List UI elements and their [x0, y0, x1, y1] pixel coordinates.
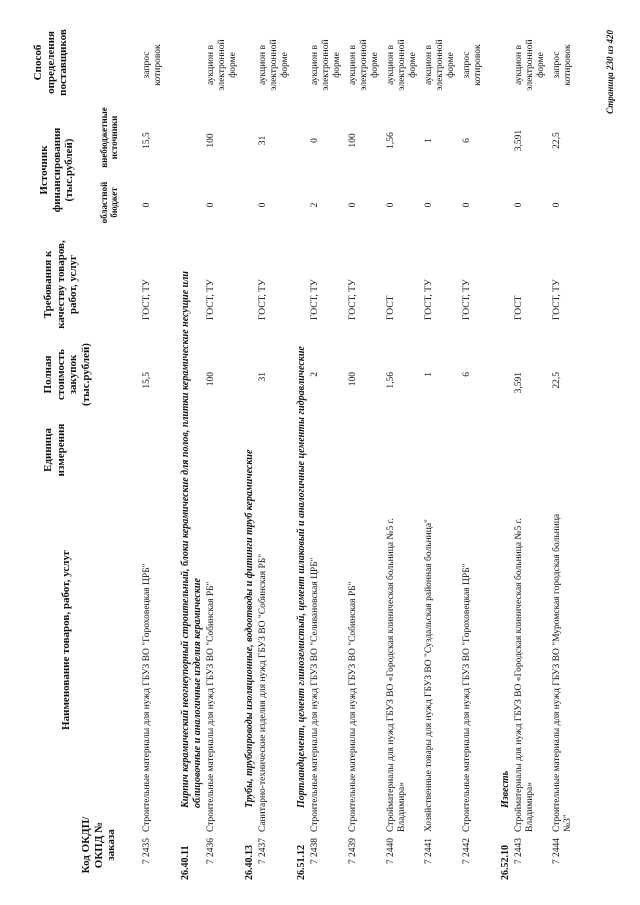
row-method: аукцион в электронной форме: [514, 39, 546, 91]
table-row: [258, 20, 298, 880]
row-name: Строительные материалы для нужд ГБУЗ ВО "Собинская РБ": [348, 581, 358, 832]
row-name: Стройматериалы для нужд ГБУЗ ВО «Городская клиническая больница №5 г. Владимира»: [514, 518, 535, 832]
row-requirements: ГОСТ, ТУ: [462, 279, 472, 320]
row-name: Строительные материалы для нужд ГБУЗ ВО "Селивановская ЦРБ": [310, 557, 320, 832]
row-extra: 31: [258, 135, 268, 146]
row-name: Санитарно-технические изделия для нужд ГБУЗ ВО "Собинская РБ": [258, 553, 268, 832]
row-extra: 6: [462, 138, 472, 143]
row-regional: 0: [552, 202, 562, 208]
row-method: аукцион в электронной форме: [424, 39, 456, 91]
row-extra: 1: [424, 138, 434, 143]
row-requirements: ГОСТ, ТУ: [552, 279, 562, 320]
row-regional: 0: [258, 202, 268, 208]
row-total: 6: [462, 372, 472, 377]
row-regional: 0: [462, 202, 472, 208]
row-requirements: ГОСТ, ТУ: [348, 279, 358, 320]
group-title: Портландцемент, цемент глиноземистый, цемент шлаковый и аналогичные цементы гидравлические: [296, 346, 307, 808]
row-regional: 0: [424, 202, 434, 208]
row-total: 100: [206, 372, 216, 387]
group-code: 26.40.13: [244, 845, 255, 880]
row-regional: 0: [206, 202, 216, 208]
row-code: 7 2442: [462, 838, 472, 865]
row-name: Строительные материалы для нужд ГБУЗ ВО "Собинская РБ": [206, 581, 216, 832]
row-total: 2: [310, 372, 320, 377]
row-requirements: ГОСТ: [514, 295, 524, 320]
row-name: Строительные материалы для нужд ГБУЗ ВО "Гороховецкая ЦРБ": [142, 563, 152, 832]
row-extra: 3,591: [514, 129, 524, 152]
row-method: аукцион в электронной форме: [310, 39, 342, 91]
header-source: Источник финансирования (тыс.рублей): [38, 127, 76, 213]
group-title: Кирпич керамический неогнеупорный строительный, блоки керамические для полов, плитки керамические несущие или облицовочные и аналогичные изделия керамические: [180, 271, 203, 808]
table-row: [386, 20, 426, 880]
row-requirements: ГОСТ, ТУ: [310, 279, 320, 320]
row-code: 7 2441: [424, 838, 434, 865]
row-total: 31: [258, 372, 268, 382]
header-method: Способ определения поставщиков: [32, 29, 70, 96]
row-code: 7 2439: [348, 838, 358, 865]
header-name: Наименование товаров, работ, услуг: [60, 550, 72, 730]
header-requirements: Требования к качеству товаров, работ, услуг: [42, 240, 80, 329]
document-table: [20, 20, 620, 880]
table-row: [142, 20, 182, 880]
row-regional: 2: [310, 202, 320, 208]
row-total: 22,5: [552, 372, 562, 389]
row-total: 100: [348, 372, 358, 387]
group-code: 26.40.11: [180, 845, 191, 880]
row-code: 7 2437: [258, 838, 268, 865]
table-row: [462, 20, 502, 880]
row-code: 7 2438: [310, 838, 320, 865]
row-total: 1: [424, 372, 434, 377]
row-method: запрос котировок: [552, 44, 573, 86]
table-row: [348, 20, 388, 880]
table-row: [514, 20, 554, 880]
page-number: Страница 230 из 420: [605, 30, 616, 114]
row-requirements: ГОСТ: [386, 295, 396, 320]
group-code: 26.52.10: [500, 845, 511, 880]
group-title: Известь: [500, 770, 511, 808]
header-code: Код ОКДП/ ОКПД № заказа: [80, 816, 118, 874]
table-row: [206, 20, 246, 880]
row-requirements: ГОСТ, ТУ: [142, 279, 152, 320]
row-name: Строительные материалы для нужд ГБУЗ ВО "Гороховецкая ЦРБ": [462, 563, 472, 832]
row-method: аукцион в электронной форме: [348, 39, 380, 91]
row-requirements: ГОСТ, ТУ: [424, 279, 434, 320]
row-extra: 100: [348, 133, 358, 148]
row-name: Стройматериалы для нужд ГБУЗ ВО «Городская клиническая больница №5 г. Владимира»: [386, 518, 407, 832]
row-method: аукцион в электронной форме: [206, 39, 238, 91]
row-method: аукцион в электронной форме: [386, 39, 418, 91]
header-unit: Единица измерения: [42, 423, 67, 477]
header-total: Полная стоимость закупок (тыс.рублей): [42, 343, 92, 406]
row-code: 7 2443: [514, 838, 524, 865]
row-total: 15,5: [142, 372, 152, 389]
row-extra: 15,5: [142, 132, 152, 149]
table-header: [20, 20, 140, 880]
row-regional: 0: [386, 202, 396, 208]
row-method: аукцион в электронной форме: [258, 39, 290, 91]
row-regional: 0: [514, 202, 524, 208]
table-row: [552, 20, 592, 880]
row-code: 7 2435: [142, 838, 152, 865]
row-regional: 0: [348, 202, 358, 208]
row-total: 1,56: [386, 372, 396, 389]
row-requirements: ГОСТ, ТУ: [206, 279, 216, 320]
row-code: 7 2440: [386, 838, 396, 865]
header-extra: внебюджетные источники: [99, 107, 119, 168]
row-code: 7 2444: [552, 838, 562, 865]
row-extra: 100: [206, 133, 216, 148]
table-row: [310, 20, 350, 880]
group-code: 26.51.12: [296, 845, 307, 880]
row-code: 7 2436: [206, 838, 216, 865]
row-extra: 0: [310, 138, 320, 143]
row-extra: 1,56: [386, 132, 396, 149]
row-extra: 22,5: [552, 132, 562, 149]
group-title: Трубы, трубопроводы изоляционные, водоотводы и фитинги труб керамические: [244, 449, 255, 808]
row-method: запрос котировок: [142, 44, 163, 86]
row-method: запрос котировок: [462, 44, 483, 86]
table-row: [424, 20, 464, 880]
row-regional: 0: [142, 202, 152, 208]
row-name: Строительные материалы для нужд ГБУЗ ВО "Муромская городская больница №3": [552, 513, 573, 832]
row-total: 3,591: [514, 372, 524, 394]
row-name: Хозяйственные товары для нужд ГБУЗ ВО "Суздальская районная больница": [424, 519, 434, 832]
row-requirements: ГОСТ, ТУ: [258, 279, 268, 320]
header-regional: областной бюджет: [99, 181, 119, 224]
